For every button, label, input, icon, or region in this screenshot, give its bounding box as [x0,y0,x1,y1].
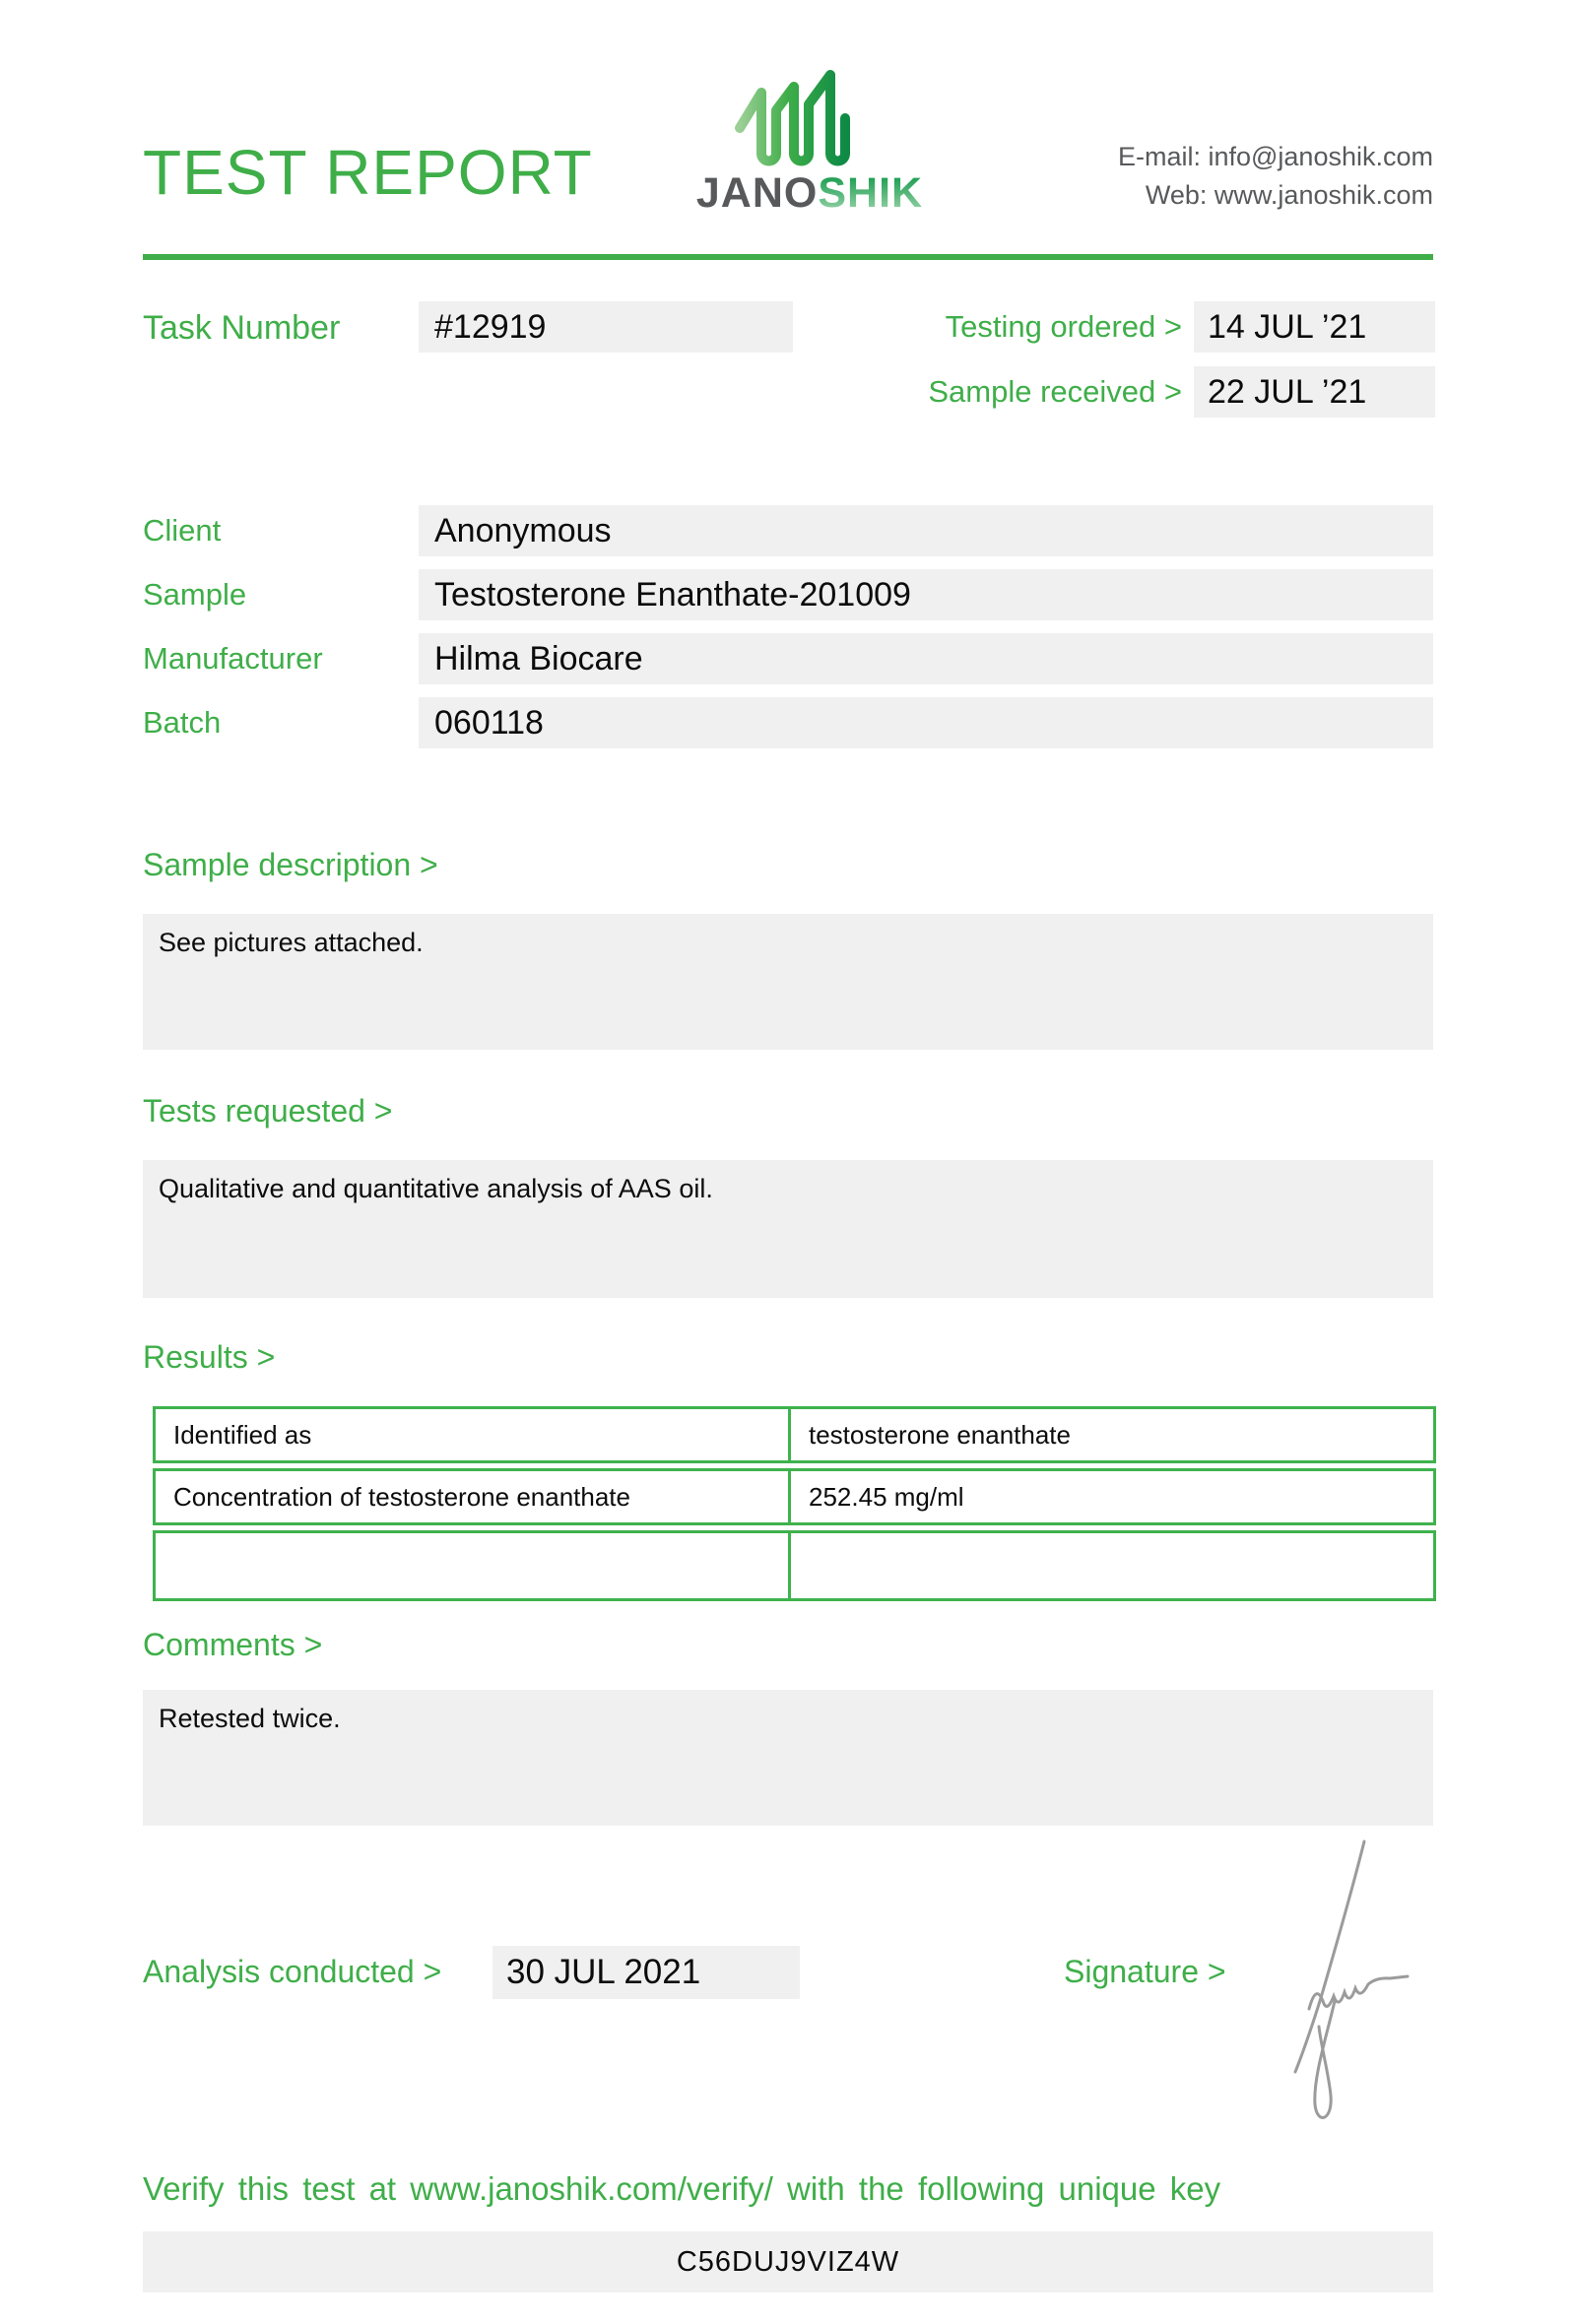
signature-scribble [1266,1834,1413,2144]
testing-ordered-value: 14 JUL ’21 [1194,301,1435,353]
contact-block [1118,138,1433,215]
sample-description-heading: Sample description > [143,847,438,882]
task-number-value: #12919 [419,301,793,353]
manufacturer-label: Manufacturer [143,641,323,676]
analysis-date-value: 30 JUL 2021 [492,1946,800,1999]
tests-requested-box [143,1160,1433,1298]
result-value-cell [788,1530,1436,1601]
verify-instruction: Verify this test at www.janoshik.com/verify/ with the following unique key [143,2170,1221,2207]
task-number-label: Task Number [143,309,341,347]
result-name-cell: Concentration of testosterone enanthate [153,1468,791,1525]
brand-wordmark [662,169,957,217]
brand-wordmark-left: JANO [695,169,819,217]
unique-key-value: C56DUJ9VIZ4W [143,2231,1433,2292]
signature-label: Signature > [1064,1954,1226,1989]
table-row [153,1468,1436,1525]
comments-heading: Comments > [143,1627,323,1662]
table-row [153,1530,1436,1601]
header-divider [143,254,1433,260]
testing-ordered-label: Testing ordered > [945,309,1182,344]
result-value-cell: testosterone enanthate [788,1406,1436,1463]
sample-received-label: Sample received > [928,374,1182,409]
comments-box [143,1690,1433,1826]
result-name-cell [153,1530,791,1601]
sample-value: Testosterone Enanthate-201009 [419,569,1433,620]
sample-received-value: 22 JUL ’21 [1194,366,1435,418]
contact-email: E-mail: info@janoshik.com [1117,142,1433,171]
page-title: TEST REPORT [143,137,593,208]
batch-label: Batch [143,705,222,740]
tests-requested-heading: Tests requested > [143,1093,393,1129]
results-heading: Results > [143,1339,276,1375]
chart-growth-icon [726,67,893,173]
client-label: Client [143,513,222,548]
analysis-conducted-label: Analysis conducted > [143,1954,442,1989]
manufacturer-value: Hilma Biocare [419,633,1433,684]
janoshik-logo [662,67,957,217]
batch-value: 060118 [419,697,1433,748]
sample-description-text: See pictures attached. [159,928,424,957]
table-row [153,1406,1436,1463]
results-table [153,1406,1436,1606]
sample-description-box [143,914,1433,1050]
tests-requested-text: Qualitative and quantitative analysis of AAS oil. [159,1174,713,1203]
contact-web: Web: www.janoshik.com [1145,180,1433,210]
comments-text: Retested twice. [159,1704,341,1733]
sample-label: Sample [143,577,247,612]
result-value-cell: 252.45 mg/ml [788,1468,1436,1525]
brand-wordmark-right: SHIK [818,169,924,217]
client-value: Anonymous [419,505,1433,556]
result-name-cell: Identified as [153,1406,791,1463]
